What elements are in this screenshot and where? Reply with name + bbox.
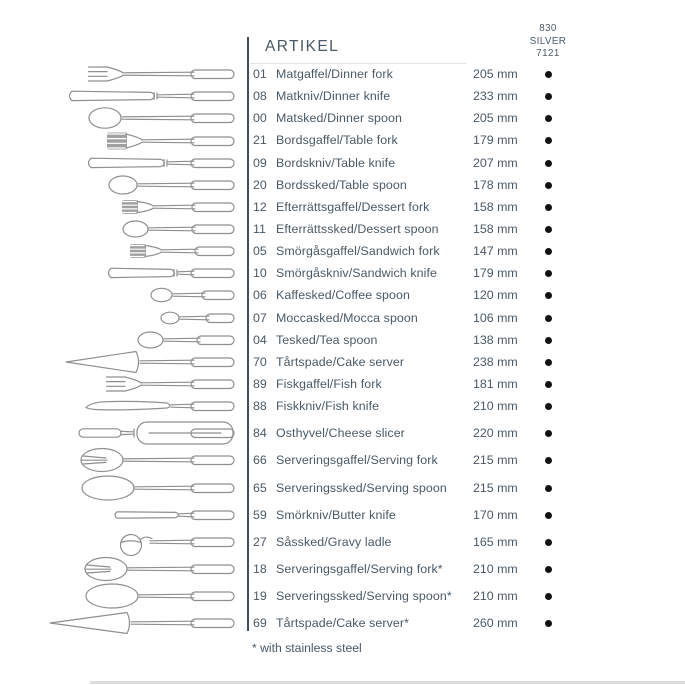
availability-dot [545, 204, 552, 211]
availability-cell [535, 560, 561, 578]
table-row [0, 449, 685, 471]
article-size: 158 mm [473, 199, 518, 214]
article-number: 01 [253, 67, 267, 82]
article-number: 84 [253, 426, 267, 441]
serving-fork-icon [0, 445, 238, 475]
article-size: 106 mm [473, 310, 518, 325]
availability-cell [535, 131, 561, 149]
article-number: 06 [253, 288, 267, 303]
availability-cell [535, 353, 561, 371]
availability-dot [545, 182, 552, 189]
availability-dot [545, 115, 552, 122]
availability-header-line-2: SILVER [529, 35, 567, 47]
article-number: 00 [253, 111, 267, 126]
gravy-ladle-icon [0, 527, 238, 557]
availability-dot [545, 270, 552, 277]
availability-dot [545, 93, 552, 100]
bottom-rule [90, 681, 685, 685]
article-name: Matgaffel/Dinner fork [276, 67, 393, 82]
article-size: 210 mm [473, 399, 518, 414]
article-number: 21 [253, 133, 267, 148]
article-name: Efterrättsgaffel/Dessert fork [276, 199, 430, 214]
availability-cell [535, 451, 561, 469]
article-number: 27 [253, 534, 267, 549]
availability-dot [545, 566, 552, 573]
article-name: Tesked/Tea spoon [276, 332, 378, 347]
availability-dot [545, 593, 552, 600]
article-size: 215 mm [473, 480, 518, 495]
serving-spoon-icon [0, 581, 238, 611]
article-name: Efterrättssked/Dessert spoon [276, 222, 439, 237]
article-name: Bordskniv/Table knife [276, 155, 396, 170]
article-size: 120 mm [473, 288, 518, 303]
availability-cell [535, 242, 561, 260]
availability-dot [545, 248, 552, 255]
availability-cell [535, 65, 561, 83]
article-number: 19 [253, 589, 267, 604]
article-name: Fiskkniv/Fish knife [276, 399, 380, 414]
table-row [0, 504, 685, 526]
availability-dot [545, 485, 552, 492]
article-name: Serveringsgaffel/Serving fork* [276, 562, 443, 577]
article-number: 05 [253, 244, 267, 259]
article-number: 07 [253, 310, 267, 325]
availability-column-header [516, 23, 580, 61]
article-number: 69 [253, 616, 267, 631]
article-size: 158 mm [473, 222, 518, 237]
article-name: Bordssked/Table spoon [276, 177, 407, 192]
availability-dot [545, 337, 552, 344]
availability-cell [535, 87, 561, 105]
cheese-slicer-icon [0, 418, 238, 448]
availability-dot [545, 512, 552, 519]
availability-cell [535, 109, 561, 127]
article-name: Serveringssked/Serving spoon [276, 480, 447, 495]
article-name: Matkniv/Dinner knife [276, 89, 391, 104]
article-size: 165 mm [473, 534, 518, 549]
availability-cell [535, 331, 561, 349]
article-size: 207 mm [473, 155, 518, 170]
article-number: 66 [253, 453, 267, 468]
availability-dot [545, 315, 552, 322]
availability-cell [535, 154, 561, 172]
article-number: 12 [253, 199, 267, 214]
article-name: Tårtspade/Cake server* [276, 616, 410, 631]
availability-cell [535, 533, 561, 551]
article-size: 238 mm [473, 354, 518, 369]
article-number: 11 [253, 222, 266, 237]
availability-dot [545, 381, 552, 388]
article-size: 205 mm [473, 67, 518, 82]
article-number: 89 [253, 377, 267, 392]
availability-dot [545, 160, 552, 167]
table-row [0, 422, 685, 444]
article-name: Såssked/Gravy ladle [276, 534, 392, 549]
article-number: 18 [253, 562, 267, 577]
availability-dot [545, 620, 552, 627]
fish-knife-icon [0, 391, 238, 421]
availability-cell [535, 286, 561, 304]
article-size: 215 mm [473, 453, 518, 468]
article-name: Bordsgaffel/Table fork [276, 133, 398, 148]
article-name: Serveringsgaffel/Serving fork [276, 453, 438, 468]
availability-cell [535, 375, 561, 393]
article-name: Osthyvel/Cheese slicer [276, 426, 405, 441]
article-size: 205 mm [473, 111, 518, 126]
page-title: ARTIKEL [265, 38, 340, 55]
availability-dot [545, 403, 552, 410]
article-size: 220 mm [473, 426, 518, 441]
availability-dot [545, 539, 552, 546]
cake-server-icon [0, 608, 238, 638]
serving-spoon-icon [0, 473, 238, 503]
article-name: Tårtspade/Cake server [276, 354, 405, 369]
availability-dot [545, 137, 552, 144]
availability-cell [535, 506, 561, 524]
article-number: 10 [253, 266, 267, 281]
table-row [0, 558, 685, 580]
article-name: Kaffesked/Coffee spoon [276, 288, 411, 303]
availability-cell [535, 264, 561, 282]
article-name: Fiskgaffel/Fish fork [276, 377, 382, 392]
availability-header-line-3: 7121 [536, 48, 560, 59]
article-name: Serveringssked/Serving spoon* [276, 589, 452, 604]
article-size: 233 mm [473, 89, 518, 104]
table-row [0, 531, 685, 553]
table-row [0, 395, 685, 417]
availability-cell [535, 587, 561, 605]
availability-cell [535, 198, 561, 216]
availability-cell [535, 220, 561, 238]
serving-fork-icon [0, 554, 238, 584]
availability-cell [535, 479, 561, 497]
availability-header-line-1: 830 [539, 23, 557, 34]
article-size: 181 mm [473, 377, 518, 392]
footnote: * with stainless steel [252, 641, 362, 655]
table-row [0, 585, 685, 607]
article-size: 179 mm [473, 133, 518, 148]
article-size: 170 mm [473, 507, 518, 522]
availability-dot [545, 457, 552, 464]
article-name: Matsked/Dinner spoon [276, 111, 402, 126]
table-row [0, 612, 685, 634]
availability-cell [535, 309, 561, 327]
article-size: 138 mm [473, 332, 518, 347]
availability-dot [545, 359, 552, 366]
article-name: Smörgåskniv/Sandwich knife [276, 266, 437, 281]
table-row [0, 477, 685, 499]
availability-dot [545, 226, 552, 233]
article-number: 20 [253, 177, 267, 192]
article-number: 59 [253, 507, 267, 522]
article-size: 210 mm [473, 562, 518, 577]
article-number: 04 [253, 332, 267, 347]
article-size: 179 mm [473, 266, 518, 281]
article-name: Smörgåsgaffel/Sandwich fork [276, 244, 440, 259]
article-size: 147 mm [473, 244, 518, 259]
article-size: 260 mm [473, 616, 518, 631]
article-name: Moccasked/Mocca spoon [276, 310, 418, 325]
article-number: 65 [253, 480, 267, 495]
article-number: 08 [253, 89, 267, 104]
availability-dot [545, 292, 552, 299]
article-number: 70 [253, 354, 267, 369]
availability-dot [545, 71, 552, 78]
availability-cell [535, 614, 561, 632]
article-size: 178 mm [473, 177, 518, 192]
availability-dot [545, 430, 552, 437]
availability-cell [535, 397, 561, 415]
article-name: Smörkniv/Butter knife [276, 507, 396, 522]
availability-cell [535, 424, 561, 442]
availability-cell [535, 176, 561, 194]
butter-knife-icon [0, 500, 238, 530]
article-size: 210 mm [473, 589, 518, 604]
article-number: 88 [253, 399, 267, 414]
article-number: 09 [253, 155, 267, 170]
article-table [0, 63, 685, 634]
